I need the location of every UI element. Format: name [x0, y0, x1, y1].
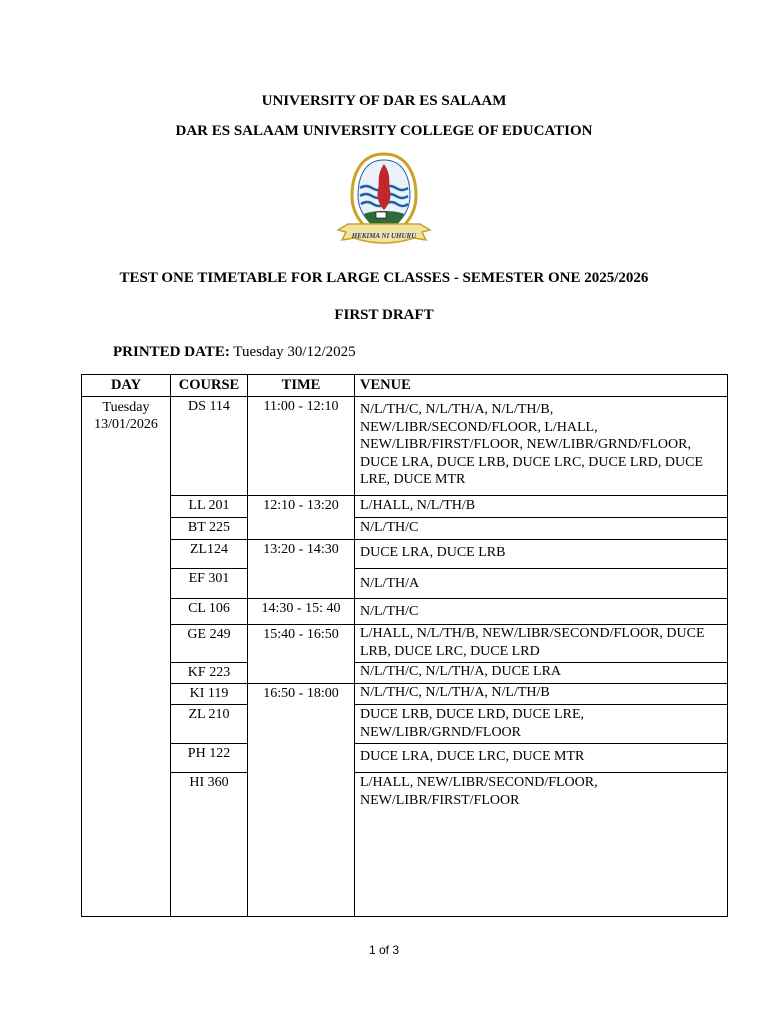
- course-cell: BT 225: [171, 518, 248, 540]
- venue-cell: N/L/TH/C, N/L/TH/A, N/L/TH/B: [355, 684, 728, 705]
- time-cell: 11:00 - 12:10: [248, 397, 355, 496]
- table-row: [82, 496, 728, 518]
- table-row: [82, 625, 728, 663]
- table-row: [82, 518, 728, 540]
- table-row: [82, 705, 728, 744]
- course-cell: CL 106: [171, 599, 248, 625]
- venue-cell: N/L/TH/C, N/L/TH/A, N/L/TH/B, NEW/LIBR/SECOND/FLOOR, L/HALL, NEW/LIBR/FIRST/FLOOR, NEW/LIBR/GRND/FLOOR, DUCE LRA, DUCE LRB, DUCE LRC, DUCE LRD, DUCE LRE, DUCE MTR: [355, 397, 728, 496]
- day-weekday: Tuesday: [102, 400, 150, 415]
- draft-label: FIRST DRAFT: [334, 307, 434, 323]
- venue-cell: DUCE LRB, DUCE LRD, DUCE LRE, NEW/LIBR/GRND/FLOOR: [355, 705, 728, 744]
- column-header-venue: VENUE: [355, 375, 728, 397]
- venue-cell: N/L/TH/A: [355, 569, 728, 599]
- logo-motto: HEKIMA NI UHURU: [351, 232, 417, 240]
- table-row: [82, 599, 728, 625]
- document-title: TEST ONE TIMETABLE FOR LARGE CLASSES - SEMESTER ONE 2025/2026: [119, 270, 649, 286]
- course-cell: DS 114: [171, 397, 248, 496]
- timetable: [81, 374, 728, 917]
- table-row: [82, 540, 728, 569]
- course-cell: EF 301: [171, 569, 248, 599]
- time-cell: 14:30 - 15: 40: [248, 599, 355, 625]
- time-cell: 15:40 - 16:50: [248, 625, 355, 684]
- course-cell: PH 122: [171, 744, 248, 773]
- venue-cell: L/HALL, N/L/TH/B, NEW/LIBR/SECOND/FLOOR, DUCE LRB, DUCE LRC, DUCE LRD: [355, 625, 728, 663]
- venue-cell: N/L/TH/C, N/L/TH/A, DUCE LRA: [355, 663, 728, 684]
- table-row: [82, 397, 728, 496]
- venue-cell: DUCE LRA, DUCE LRB: [355, 540, 728, 569]
- day-date: 13/01/2026: [94, 417, 158, 432]
- course-cell: ZL 210: [171, 705, 248, 744]
- venue-cell: L/HALL, NEW/LIBR/SECOND/FLOOR, NEW/LIBR/FIRST/FLOOR: [355, 773, 728, 917]
- table-row: [82, 684, 728, 705]
- time-cell: 16:50 - 18:00: [248, 684, 355, 917]
- college-name: DAR ES SALAAM UNIVERSITY COLLEGE OF EDUCATION: [175, 123, 593, 139]
- university-crest-logo: [330, 150, 438, 254]
- time-cell: 12:10 - 13:20: [248, 496, 355, 540]
- course-cell: ZL124: [171, 540, 248, 569]
- course-cell: HI 360: [171, 773, 248, 917]
- printed-date-label: PRINTED DATE:: [113, 344, 230, 360]
- course-cell: GE 249: [171, 625, 248, 663]
- table-row: [82, 773, 728, 917]
- course-cell: KF 223: [171, 663, 248, 684]
- university-name: UNIVERSITY OF DAR ES SALAAM: [261, 93, 507, 109]
- course-cell: LL 201: [171, 496, 248, 518]
- column-header-time: TIME: [248, 375, 355, 397]
- printed-date-value: Tuesday 30/12/2025: [229, 344, 356, 360]
- column-header-course: COURSE: [171, 375, 248, 397]
- venue-cell: N/L/TH/C: [355, 518, 728, 540]
- table-row: [82, 569, 728, 599]
- course-cell: KI 119: [171, 684, 248, 705]
- time-cell: 13:20 - 14:30: [248, 540, 355, 599]
- day-cell: [82, 397, 171, 917]
- page-number: 1 of 3: [368, 943, 400, 957]
- table-row: [82, 744, 728, 773]
- venue-cell: N/L/TH/C: [355, 599, 728, 625]
- table-header-row: [82, 375, 728, 397]
- column-header-day: DAY: [82, 375, 171, 397]
- venue-cell: L/HALL, N/L/TH/B: [355, 496, 728, 518]
- printed-date: [113, 344, 356, 361]
- venue-cell: DUCE LRA, DUCE LRC, DUCE MTR: [355, 744, 728, 773]
- table-row: [82, 663, 728, 684]
